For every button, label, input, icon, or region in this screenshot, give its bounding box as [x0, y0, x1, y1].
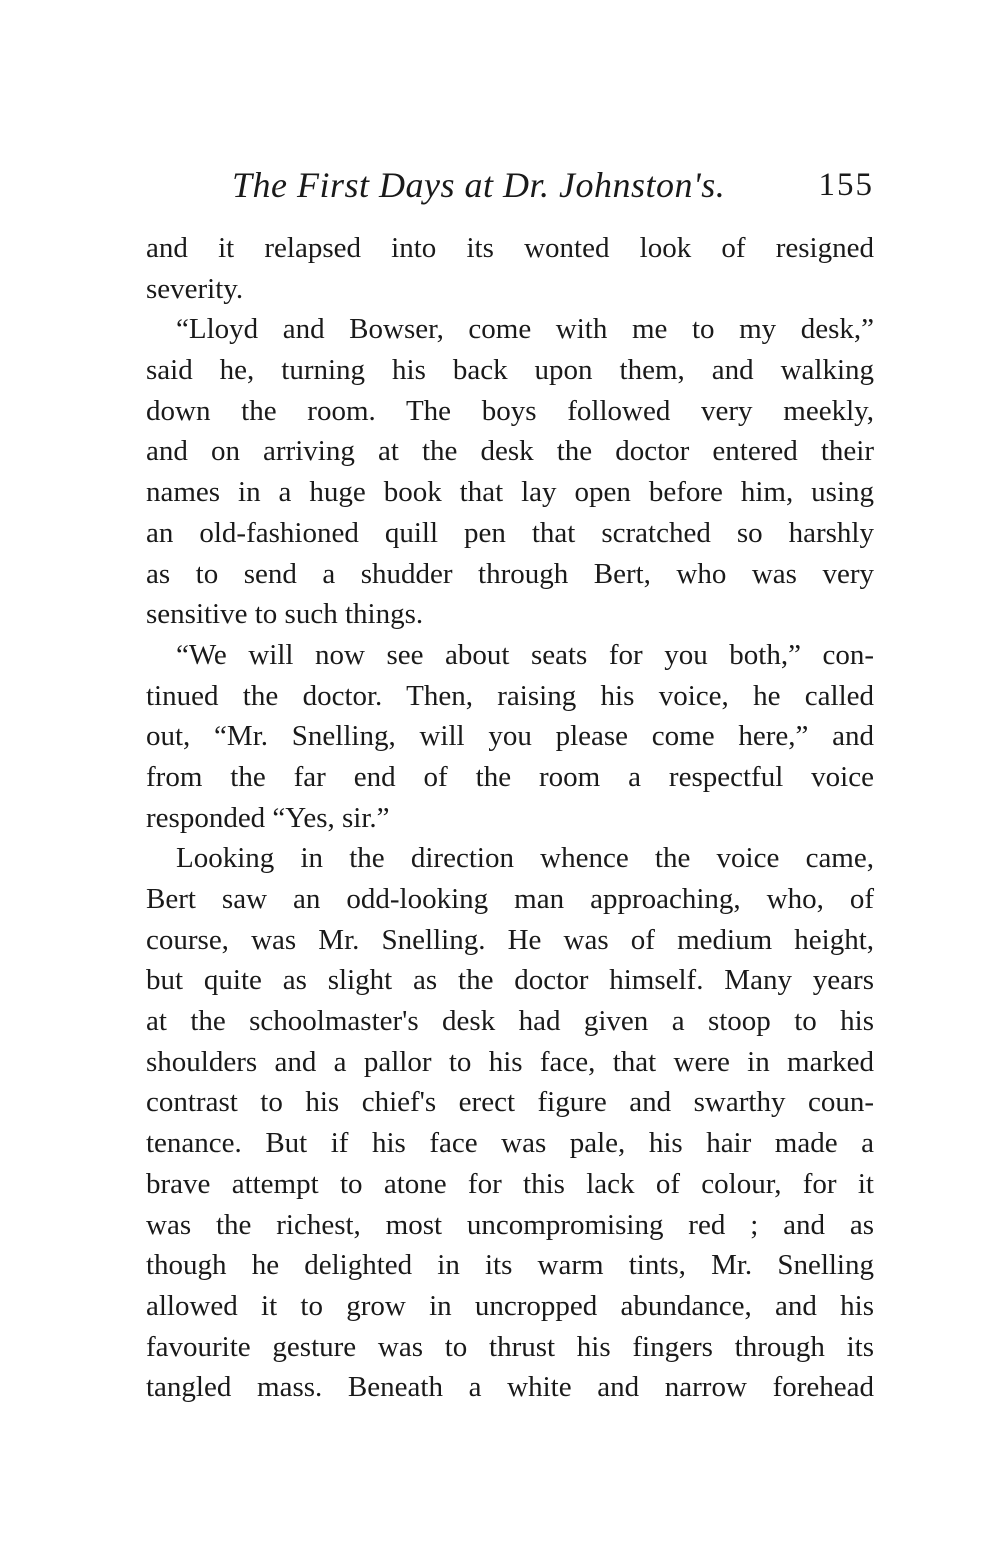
running-head [146, 160, 874, 210]
text-line: at the schoolmaster's desk had given a stoop to his [146, 1005, 874, 1038]
text-line: tenance. But if his face was pale, his hair made a [146, 1127, 874, 1160]
text-line: said he, turning his back upon them, and walking [146, 354, 874, 387]
text-line: brave attempt to atone for this lack of colour, for it [146, 1167, 874, 1200]
text-line: sensitive to such things. [146, 598, 424, 631]
text-line: “We will now see about seats for you both,” con- [176, 638, 874, 671]
page-number: 155 [818, 167, 874, 203]
text-line: as to send a shudder through Bert, who was very [146, 557, 874, 590]
text-line: out, “Mr. Snelling, will you please come here,” and [146, 720, 874, 753]
body-text [146, 228, 874, 1408]
text-line: and it relapsed into its wonted look of resigned [146, 232, 874, 264]
text-line: down the room. The boys followed very meekly, [146, 394, 874, 427]
text-line: but quite as slight as the doctor himself. Many years [146, 964, 874, 997]
text-line: Bert saw an odd-looking man approaching, who, of [146, 883, 874, 915]
text-line: an old-fashioned quill pen that scratched so harshly [146, 516, 874, 549]
text-line: responded “Yes, sir.” [146, 801, 390, 834]
text-line: from the far end of the room a respectful voice [146, 760, 874, 793]
text-line: contrast to his chief's erect figure and swarthy coun- [146, 1086, 874, 1119]
text-line: Looking in the direction whence the voice came, [176, 842, 874, 875]
text-line: names in a huge book that lay open before him, using [146, 476, 874, 509]
text-line: tinued the doctor. Then, raising his voice, he called [146, 679, 874, 712]
text-line: severity. [146, 272, 244, 305]
text-line: and on arriving at the desk the doctor entered their [146, 435, 874, 468]
text-line: “Lloyd and Bowser, come with me to my desk,” [176, 313, 874, 346]
text-line: tangled mass. Beneath a white and narrow forehead [146, 1371, 874, 1404]
text-line: course, was Mr. Snelling. He was of medium height, [146, 923, 874, 956]
text-line: was the richest, most uncompromising red ; and as [146, 1208, 874, 1241]
text-line: allowed it to grow in uncropped abundance, and his [146, 1289, 874, 1322]
text-line: though he delighted in its warm tints, Mr. Snelling [146, 1249, 874, 1282]
text-line: favourite gesture was to thrust his fingers through its [146, 1330, 874, 1363]
running-title: The First Days at Dr. Johnston's. [232, 165, 726, 205]
text-line: shoulders and a pallor to his face, that were in marked [146, 1045, 874, 1078]
